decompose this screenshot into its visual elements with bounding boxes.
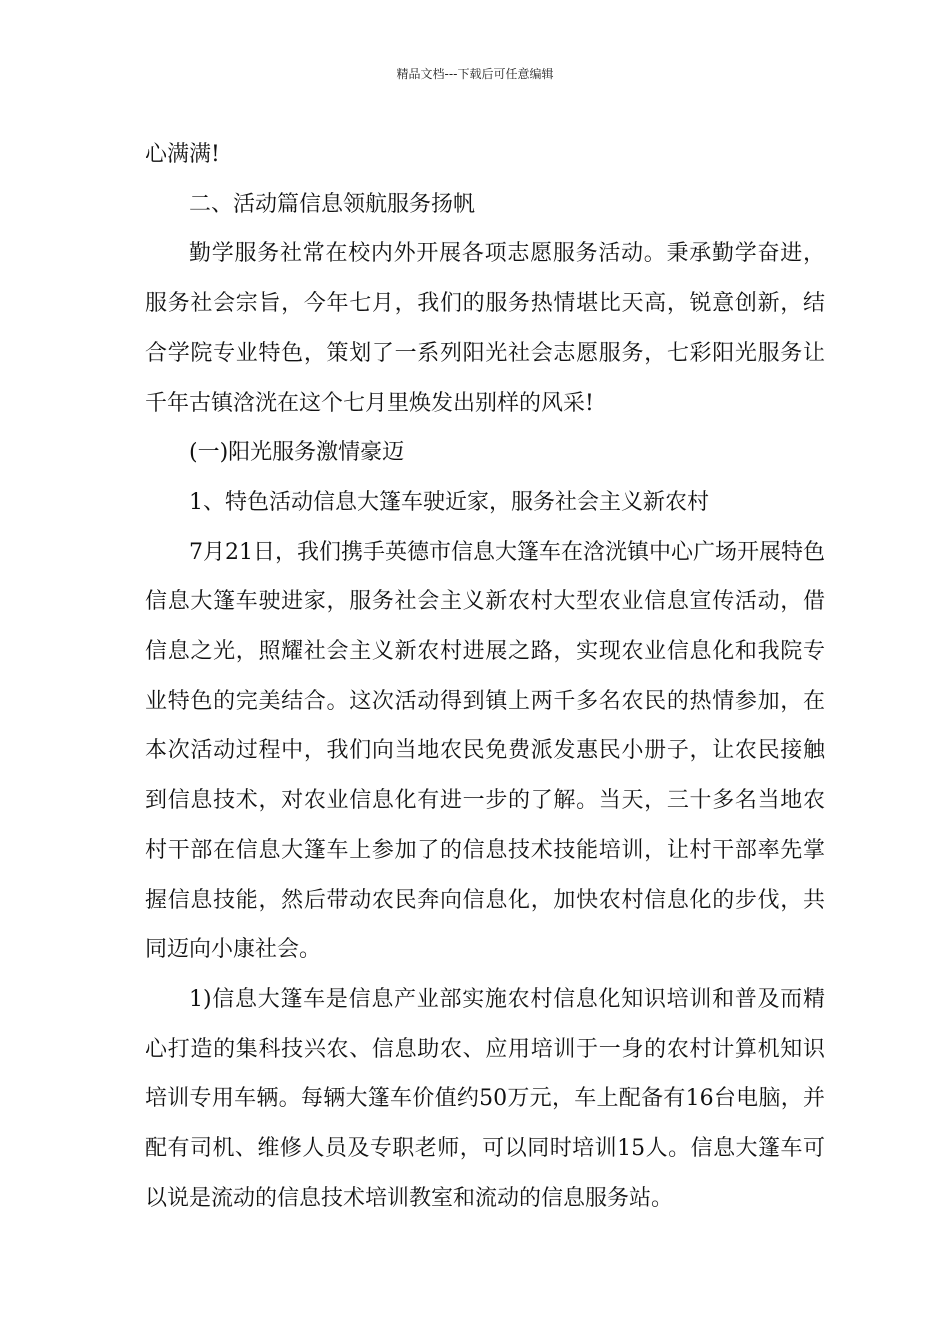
item-heading-info-caravan: 1、特色活动信息大篷车驶近家，服务社会主义新农村 — [189, 489, 709, 515]
subsection-heading-sunshine-service: (一)阳光服务激情豪迈 — [189, 440, 405, 466]
paragraph-caravan-description: 1)信息大篷车是信息产业部实施农村信息化知识培训和普及而精心打造的集科技兴农、信息助农、应用培训于一身的农村计算机知识培训专用车辆。每辆大篷车价值约50万元，车上配备有16台电脑，并配有司机、维修人员及专职老师，可以同时培训15人。信息大篷车可以说是流动的信息技术培训教室和流动的信息服务站。 — [145, 986, 825, 1211]
document-body — [145, 130, 825, 1223]
paragraph-event-details: 7月21日，我们携手英德市信息大篷车在浛洸镇中心广场开展特色信息大篷车驶进家，服务社会主义新农村大型农业信息宣传活动，借信息之光，照耀社会主义新农村进展之路，实现农业信息化和我院专业特色的完美结合。这次活动得到镇上两千多名农民的热情参加，在本次活动过程中，我们向当地农民免费派发惠民小册子，让农民接触到信息技术，对农业信息化有进一步的了解。当天，三十多名当地农村干部在信息大篷车上参加了的信息技术技能培训，让村干部率先掌握信息技能，然后带动农民奔向信息化，加快农村信息化的步伐，共同迈向小康社会。 — [145, 539, 825, 963]
section-heading-activities: 二、活动篇信息领航服务扬帆 — [189, 191, 476, 217]
page-header: 精品文档---下载后可任意编辑 — [396, 67, 554, 81]
paragraph-continuation: 心满满! — [145, 142, 220, 167]
paragraph-intro: 勤学服务社常在校内外开展各项志愿服务活动。秉承勤学奋进，服务社会宗旨，今年七月，我们的服务热情堪比天高，锐意创新，结合学院专业特色，策划了一系列阳光社会志愿服务，七彩阳光服务让千年古镇浛洸在这个七月里焕发出别样的风采! — [145, 241, 825, 416]
